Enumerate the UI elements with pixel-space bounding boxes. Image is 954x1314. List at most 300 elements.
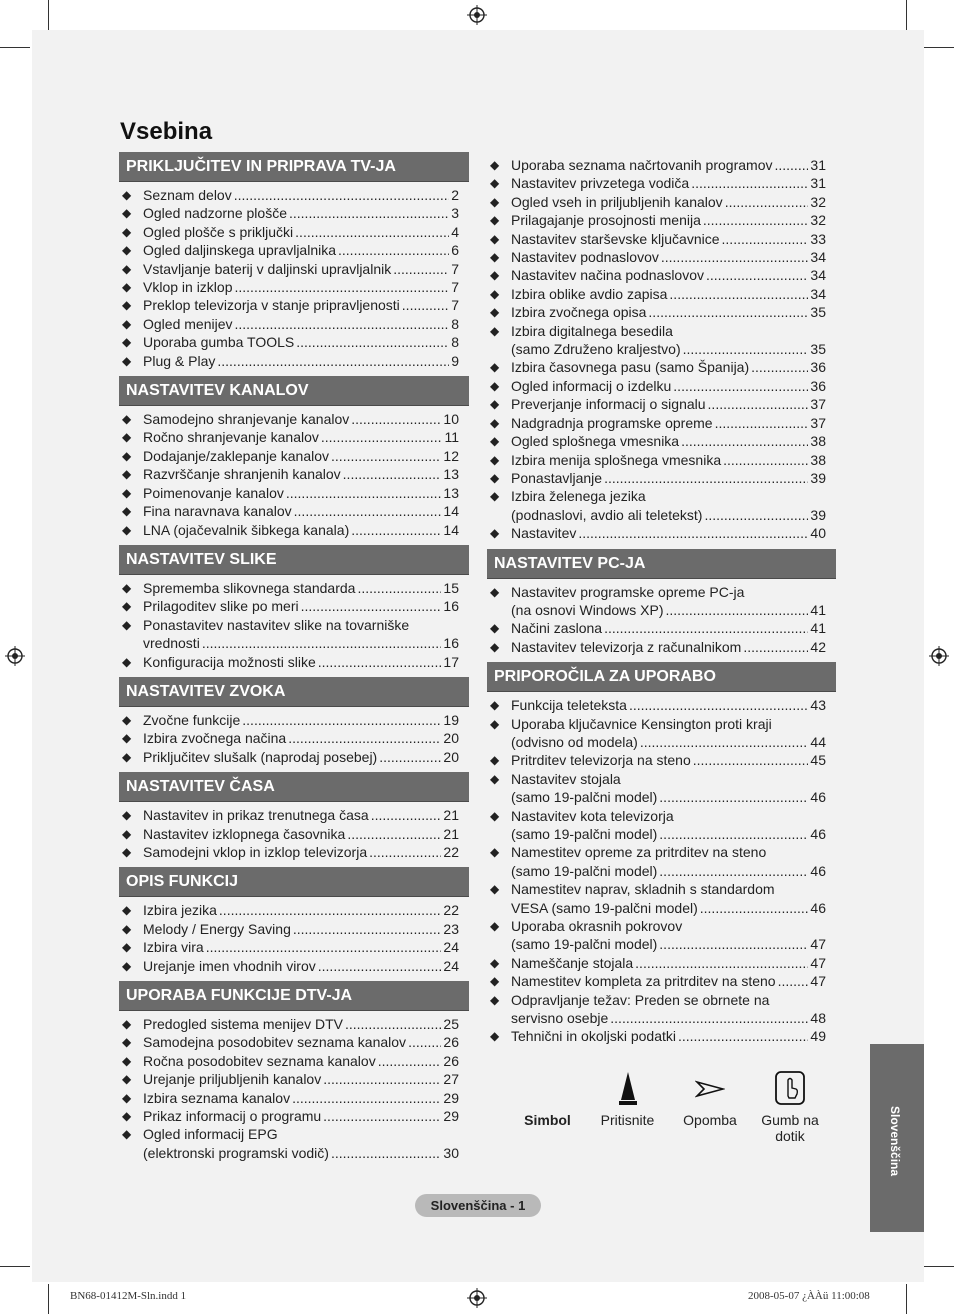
diamond-bullet-icon: ◆ <box>490 882 500 897</box>
toc-entry[interactable] <box>487 432 836 450</box>
toc-section <box>119 981 469 1168</box>
dot-leader <box>774 156 808 174</box>
toc-entry-text: Predogled sistema menijev DTV <box>143 1016 343 1032</box>
toc-right-column <box>487 152 836 1052</box>
toc-entry[interactable] <box>487 972 836 990</box>
toc-entry-line <box>511 733 826 751</box>
toc-entry-line <box>511 285 826 303</box>
toc-entry-line <box>143 825 459 843</box>
toc-entry[interactable] <box>487 524 836 542</box>
toc-entry-line <box>511 524 826 542</box>
section-header: PRIKLJUČITEV IN PRIPRAVA TV-JA <box>119 152 469 182</box>
toc-entry-text: Izbira želenega jezika <box>511 488 646 505</box>
toc-entry-text: Ogled splošnega vmesnika <box>511 433 680 450</box>
toc-entry[interactable] <box>119 410 469 428</box>
toc-entry-line <box>511 377 826 395</box>
diamond-bullet-icon: ◆ <box>122 1127 132 1142</box>
dot-leader <box>296 333 449 351</box>
toc-entry[interactable] <box>119 352 469 370</box>
toc-entry-text: Uporaba okrasnih pokrovov <box>511 918 683 935</box>
dot-leader <box>242 711 441 729</box>
toc-entry-text: Ogled menijev <box>143 315 233 332</box>
dot-leader <box>725 193 809 211</box>
diamond-bullet-icon: ◆ <box>122 206 132 221</box>
toc-entry-text: Vstavljanje baterij v daljinski upravljalnik <box>143 260 392 277</box>
dot-leader <box>294 502 442 520</box>
crop-mark <box>906 0 907 30</box>
toc-entry-line <box>143 1070 459 1088</box>
toc-entry[interactable] <box>487 696 836 714</box>
diamond-bullet-icon: ◆ <box>490 378 500 393</box>
diamond-bullet-icon: ◆ <box>490 621 500 636</box>
toc-entry[interactable] <box>487 395 836 413</box>
toc-entry-text: Ogled nadzorne plošče <box>143 205 287 222</box>
toc-entry[interactable] <box>119 1015 469 1033</box>
toc-page-number: 36 <box>810 359 826 376</box>
diamond-bullet-icon: ◆ <box>122 522 132 537</box>
toc-entry-line <box>143 1107 459 1125</box>
dot-leader <box>338 241 449 259</box>
toc-entry[interactable] <box>119 447 469 465</box>
toc-entry[interactable] <box>119 1125 469 1162</box>
toc-entry-text: LNA (ojačevalnik šibkega kanala) <box>143 521 350 538</box>
toc-page-number: 23 <box>443 920 459 937</box>
legend-opomba-label: Opomba <box>683 1112 737 1128</box>
toc-entry[interactable] <box>119 843 469 861</box>
toc-entry[interactable] <box>487 211 836 229</box>
diamond-bullet-icon: ◆ <box>490 716 500 731</box>
toc-entry[interactable] <box>487 358 836 376</box>
toc-entry-text: Ogled plošče s priključki <box>143 223 294 240</box>
toc-entry-text: (samo 19-palčni model) <box>511 862 658 879</box>
toc-entry-line <box>511 991 826 1009</box>
toc-entry-text: Nastavitev stojala <box>511 770 621 787</box>
dot-leader <box>666 601 809 619</box>
toc-page-number: 10 <box>443 411 459 428</box>
dot-leader <box>723 451 808 469</box>
toc-entry-text: Nastavitev <box>511 525 577 542</box>
toc-entry[interactable] <box>487 174 836 192</box>
toc-entry[interactable] <box>119 938 469 956</box>
toc-entry[interactable] <box>119 521 469 539</box>
toc-entry-text: Izbira časovnega pasu (samo Španija) <box>511 359 750 376</box>
toc-entry[interactable] <box>119 260 469 278</box>
toc-entry[interactable] <box>119 1052 469 1070</box>
toc-entry-text: Ročno shranjevanje kanalov <box>143 429 319 446</box>
dot-leader <box>321 428 443 446</box>
toc-page-number: 7 <box>451 260 459 277</box>
diamond-bullet-icon: ◆ <box>490 360 500 375</box>
toc-entry-text: Poimenovanje kanalov <box>143 484 284 501</box>
dot-leader <box>351 521 441 539</box>
toc-entry-line <box>143 1089 459 1107</box>
toc-entry-text: Uporaba seznama načrtovanih programov <box>511 157 773 173</box>
toc-entry-text: VESA (samo 19-palčni model) <box>511 899 698 916</box>
toc-page-number: 13 <box>443 484 459 501</box>
toc-entry[interactable] <box>119 748 469 766</box>
dot-leader <box>331 1144 441 1162</box>
toc-entry-line <box>143 843 459 861</box>
toc-entry[interactable] <box>487 248 836 266</box>
toc-entry[interactable] <box>119 1070 469 1088</box>
toc-page-number: 11 <box>444 429 459 446</box>
toc-entry-text: Izbira seznama kanalov <box>143 1089 291 1106</box>
diamond-bullet-icon: ◆ <box>122 224 132 239</box>
toc-entry-line <box>143 1125 459 1143</box>
toc-entry-line <box>143 447 459 465</box>
toc-entry-text: Samodejni vklop in izklop televizorja <box>143 843 368 860</box>
toc-page-number: 34 <box>810 285 826 302</box>
toc-entry[interactable] <box>487 156 836 174</box>
diamond-bullet-icon: ◆ <box>122 261 132 276</box>
toc-entry-line <box>143 938 459 956</box>
diamond-bullet-icon: ◆ <box>490 919 500 934</box>
toc-entry[interactable] <box>487 1027 836 1045</box>
toc-entry-text: Ogled daljinskega upravljalnika <box>143 242 337 259</box>
toc-entry[interactable] <box>119 223 469 241</box>
toc-entry-text: Izbira zvočnega opisa <box>511 304 647 321</box>
toc-entry[interactable] <box>487 917 836 954</box>
toc-item-list <box>119 802 469 867</box>
toc-item-list <box>119 182 469 376</box>
toc-page-number: 47 <box>810 936 826 953</box>
toc-entry[interactable] <box>487 880 836 917</box>
toc-entry-line <box>143 806 459 824</box>
toc-entry[interactable] <box>119 428 469 446</box>
diamond-bullet-icon: ◆ <box>490 845 500 860</box>
toc-entry[interactable] <box>119 1107 469 1125</box>
toc-page-number: 31 <box>810 157 826 173</box>
toc-entry[interactable] <box>119 825 469 843</box>
diamond-bullet-icon: ◆ <box>490 286 500 301</box>
toc-entry-text: Nastavitev izklopnega časovnika <box>143 825 346 842</box>
toc-entry-text: Nadgradnja programske opreme <box>511 414 713 431</box>
toc-entry[interactable] <box>487 807 836 844</box>
dot-leader <box>235 278 450 296</box>
dot-leader <box>629 696 808 714</box>
toc-page-number: 31 <box>810 175 826 192</box>
toc-entry-line <box>143 634 459 652</box>
toc-entry-line <box>511 395 826 413</box>
diamond-bullet-icon: ◆ <box>122 1017 132 1031</box>
toc-entry-line <box>511 340 826 358</box>
diamond-bullet-icon: ◆ <box>490 974 500 989</box>
dot-leader <box>217 352 449 370</box>
toc-entry[interactable] <box>119 278 469 296</box>
dot-leader <box>323 1107 441 1125</box>
toc-page-number: 21 <box>443 807 459 824</box>
toc-entry-text: Razvrščanje shranjenih kanalov <box>143 466 341 483</box>
toc-entry[interactable] <box>119 597 469 615</box>
toc-entry[interactable] <box>487 583 836 620</box>
diamond-bullet-icon: ◆ <box>122 1109 132 1124</box>
diamond-bullet-icon: ◆ <box>490 808 500 823</box>
toc-entry-line <box>143 957 459 975</box>
legend-pritisnite <box>595 1070 660 1128</box>
dot-leader <box>292 1089 441 1107</box>
dot-leader <box>378 1052 442 1070</box>
toc-entry-line <box>511 715 826 733</box>
legend-pritisnite-label: Pritisnite <box>600 1112 655 1128</box>
toc-entry-line <box>511 917 826 935</box>
toc-entry[interactable] <box>119 616 469 653</box>
toc-entry[interactable] <box>119 315 469 333</box>
toc-entry[interactable] <box>119 1033 469 1051</box>
toc-entry[interactable] <box>487 638 836 656</box>
print-info-left: BN68-01412M-Sln.indd 1 <box>70 1290 187 1302</box>
dot-leader <box>219 901 442 919</box>
dot-leader <box>289 204 449 222</box>
toc-entry-text: Pritrditev televizorja na steno <box>511 752 691 769</box>
toc-entry-line <box>511 619 826 637</box>
registration-mark-icon <box>467 1288 487 1308</box>
toc-entry-text: (na osnovi Windows XP) <box>511 601 664 618</box>
toc-item-list <box>487 692 836 1052</box>
toc-page-number: 8 <box>451 334 459 351</box>
dot-leader <box>206 938 442 956</box>
toc-page-number: 14 <box>443 521 459 538</box>
toc-entry-line <box>511 899 826 917</box>
toc-entry[interactable] <box>119 806 469 824</box>
toc-entry-text: Urejanje priljubljenih kanalov <box>143 1071 322 1088</box>
toc-page-number: 35 <box>810 341 826 358</box>
toc-entry-text: Samodejna posodobitev seznama kanalov <box>143 1034 407 1051</box>
toc-entry-text: Načini zaslona <box>511 620 603 637</box>
section-header: UPORABA FUNKCIJE DTV-JA <box>119 981 469 1011</box>
diamond-bullet-icon: ◆ <box>490 698 500 713</box>
toc-page-number: 17 <box>443 653 459 670</box>
toc-entry-line <box>143 296 459 314</box>
toc-page-number: 37 <box>810 396 826 413</box>
diamond-bullet-icon: ◆ <box>122 654 132 669</box>
toc-page-number: 7 <box>451 279 459 296</box>
toc-entry[interactable] <box>487 991 836 1028</box>
toc-page-number: 48 <box>810 1010 826 1027</box>
toc-entry-text: Izbira menija splošnega vmesnika <box>511 451 722 468</box>
toc-entry[interactable] <box>487 266 836 284</box>
diamond-bullet-icon: ◆ <box>490 397 500 412</box>
toc-entry[interactable] <box>119 333 469 351</box>
dot-leader <box>659 862 808 880</box>
toc-entry-line <box>511 230 826 248</box>
dot-leader <box>691 174 808 192</box>
toc-entry[interactable] <box>487 469 836 487</box>
toc-item-list <box>487 579 836 663</box>
diamond-bullet-icon: ◆ <box>122 280 132 295</box>
toc-entry-text: Ponastavitev nastavitev slike na tovarniške <box>143 616 410 633</box>
print-info-right: 2008-05-07 ¿ÀÀü 11:00:08 <box>748 1290 870 1302</box>
dot-leader <box>678 1027 808 1045</box>
toc-page-number: 12 <box>443 447 459 464</box>
toc-entry-line <box>511 506 826 524</box>
toc-page-number: 24 <box>443 957 459 974</box>
toc-entry-text: Ročna posodobitev seznama kanalov <box>143 1052 376 1069</box>
toc-entry[interactable] <box>119 920 469 938</box>
diamond-bullet-icon: ◆ <box>122 412 132 427</box>
diamond-bullet-icon: ◆ <box>122 617 132 632</box>
diamond-bullet-icon: ◆ <box>122 921 132 936</box>
press-icon <box>616 1070 640 1108</box>
diamond-bullet-icon: ◆ <box>122 940 132 955</box>
toc-page-number: 46 <box>810 899 826 916</box>
toc-entry-text: Uporaba ključavnice Kensington proti kraji <box>511 715 772 732</box>
section-header: NASTAVITEV SLIKE <box>119 545 469 575</box>
toc-page-number: 34 <box>810 249 826 266</box>
dot-leader <box>681 432 808 450</box>
section-header: NASTAVITEV PC-JA <box>487 549 836 579</box>
toc-page-number: 21 <box>443 825 459 842</box>
toc-entry[interactable] <box>487 451 836 469</box>
toc-entry[interactable] <box>487 193 836 211</box>
toc-entry[interactable] <box>119 1089 469 1107</box>
toc-entry[interactable] <box>487 751 836 769</box>
toc-entry-line <box>511 174 826 192</box>
diamond-bullet-icon: ◆ <box>490 176 500 191</box>
toc-entry[interactable] <box>119 579 469 597</box>
toc-entry-line <box>511 193 826 211</box>
diamond-bullet-icon: ◆ <box>122 353 132 368</box>
toc-page-number: 37 <box>810 414 826 431</box>
toc-entry[interactable] <box>487 377 836 395</box>
toc-entry[interactable] <box>119 296 469 314</box>
diamond-bullet-icon: ◆ <box>490 415 500 430</box>
diamond-bullet-icon: ◆ <box>122 448 132 463</box>
toc-entry[interactable] <box>487 285 836 303</box>
diamond-bullet-icon: ◆ <box>122 298 132 313</box>
toc-section <box>119 545 469 677</box>
toc-entry[interactable] <box>119 241 469 259</box>
toc-page-number: 2 <box>451 187 459 203</box>
dot-leader <box>640 733 809 751</box>
toc-entry[interactable] <box>119 502 469 520</box>
toc-entry[interactable] <box>119 465 469 483</box>
toc-entry-line <box>143 260 459 278</box>
toc-entry[interactable] <box>487 487 836 524</box>
dot-leader <box>669 285 808 303</box>
toc-entry-line <box>511 862 826 880</box>
toc-entry[interactable] <box>487 770 836 807</box>
legend-gumb-label-2: dotik <box>775 1128 805 1144</box>
diamond-bullet-icon: ◆ <box>490 526 500 541</box>
toc-entry[interactable] <box>487 619 836 637</box>
diamond-bullet-icon: ◆ <box>122 808 132 823</box>
toc-entry-line <box>143 241 459 259</box>
legend-gumb-label-1: Gumb na <box>761 1112 819 1128</box>
toc-entry[interactable] <box>119 711 469 729</box>
toc-entry-line <box>511 880 826 898</box>
toc-entry-line <box>143 204 459 222</box>
toc-entry-text: Nastavitev podnaslovov <box>511 249 659 266</box>
toc-entry-line <box>511 696 826 714</box>
toc-entry[interactable] <box>487 230 836 248</box>
toc-page-number: 3 <box>451 205 459 222</box>
dot-leader <box>708 395 809 413</box>
toc-entry-line <box>143 502 459 520</box>
symbol-legend <box>510 1070 840 1160</box>
toc-entry[interactable] <box>119 484 469 502</box>
dot-leader <box>700 899 809 917</box>
toc-page-number: 8 <box>451 315 459 332</box>
dot-leader <box>604 469 808 487</box>
toc-entry[interactable] <box>487 303 836 321</box>
toc-entry-text: Vklop in izklop <box>143 279 233 296</box>
dot-leader <box>318 957 442 975</box>
toc-entry-text: Samodejno shranjevanje kanalov <box>143 411 350 428</box>
toc-entry[interactable] <box>487 843 836 880</box>
toc-entry-text: (podnaslovi, avdio ali teletekst) <box>511 506 703 523</box>
legend-gumb <box>755 1070 825 1144</box>
toc-entry-text: Namestitev kompleta za pritrditev na steno <box>511 973 776 990</box>
toc-entry-text: Preverjanje informacij o signalu <box>511 396 706 413</box>
toc-entry-line <box>511 1009 826 1027</box>
diamond-bullet-icon: ◆ <box>122 188 132 202</box>
diamond-bullet-icon: ◆ <box>122 243 132 258</box>
toc-entry-line <box>511 843 826 861</box>
dot-leader <box>343 465 442 483</box>
toc-entry-text: Priključitev slušalk (naprodaj posebej) <box>143 748 378 765</box>
diamond-bullet-icon: ◆ <box>122 731 132 746</box>
page-number-pill: Slovenščina - 1 <box>415 1194 541 1217</box>
legend-simbol-label: Simbol <box>524 1112 571 1128</box>
toc-entry[interactable] <box>119 186 469 204</box>
toc-entry[interactable] <box>119 901 469 919</box>
toc-entry[interactable] <box>487 322 836 359</box>
diamond-bullet-icon: ◆ <box>122 485 132 500</box>
toc-entry[interactable] <box>119 204 469 222</box>
toc-entry[interactable] <box>487 715 836 752</box>
toc-entry[interactable] <box>119 957 469 975</box>
dot-leader <box>635 954 808 972</box>
toc-entry-text: vrednosti <box>143 635 200 652</box>
toc-entry-line <box>511 638 826 656</box>
toc-entry[interactable] <box>487 414 836 432</box>
toc-section <box>119 772 469 867</box>
toc-entry-line <box>511 807 826 825</box>
toc-entry-text: Ogled informacij EPG <box>143 1126 278 1143</box>
diamond-bullet-icon: ◆ <box>490 434 500 449</box>
toc-entry-text: Ogled vseh in priljubljenih kanalov <box>511 193 723 210</box>
dot-leader <box>357 579 441 597</box>
toc-section <box>119 152 469 376</box>
toc-entry-line <box>511 211 826 229</box>
dot-leader <box>659 825 808 843</box>
toc-entry[interactable] <box>119 653 469 671</box>
crop-mark <box>0 47 30 48</box>
toc-entry-line <box>511 583 826 601</box>
toc-entry-text: Nastavitev in prikaz trenutnega časa <box>143 807 369 824</box>
toc-section <box>119 867 469 981</box>
toc-entry-line <box>511 770 826 788</box>
toc-entry[interactable] <box>119 729 469 747</box>
diamond-bullet-icon: ◆ <box>122 1090 132 1105</box>
toc-entry-line <box>143 278 459 296</box>
toc-entry-line <box>143 484 459 502</box>
toc-entry-line <box>143 333 459 351</box>
dot-leader <box>693 751 809 769</box>
toc-page-number: 46 <box>810 789 826 806</box>
crop-mark <box>924 47 954 48</box>
dot-leader <box>301 597 442 615</box>
toc-page-number: 19 <box>443 711 459 728</box>
section-header: OPIS FUNKCIJ <box>119 867 469 897</box>
dot-leader <box>703 211 809 229</box>
registration-mark-icon <box>929 646 949 666</box>
toc-entry[interactable] <box>487 954 836 972</box>
toc-entry-text: Izbira vira <box>143 939 204 956</box>
toc-entry-line <box>143 1144 459 1162</box>
toc-page-number: 16 <box>443 635 459 652</box>
toc-page-number: 41 <box>810 620 826 637</box>
